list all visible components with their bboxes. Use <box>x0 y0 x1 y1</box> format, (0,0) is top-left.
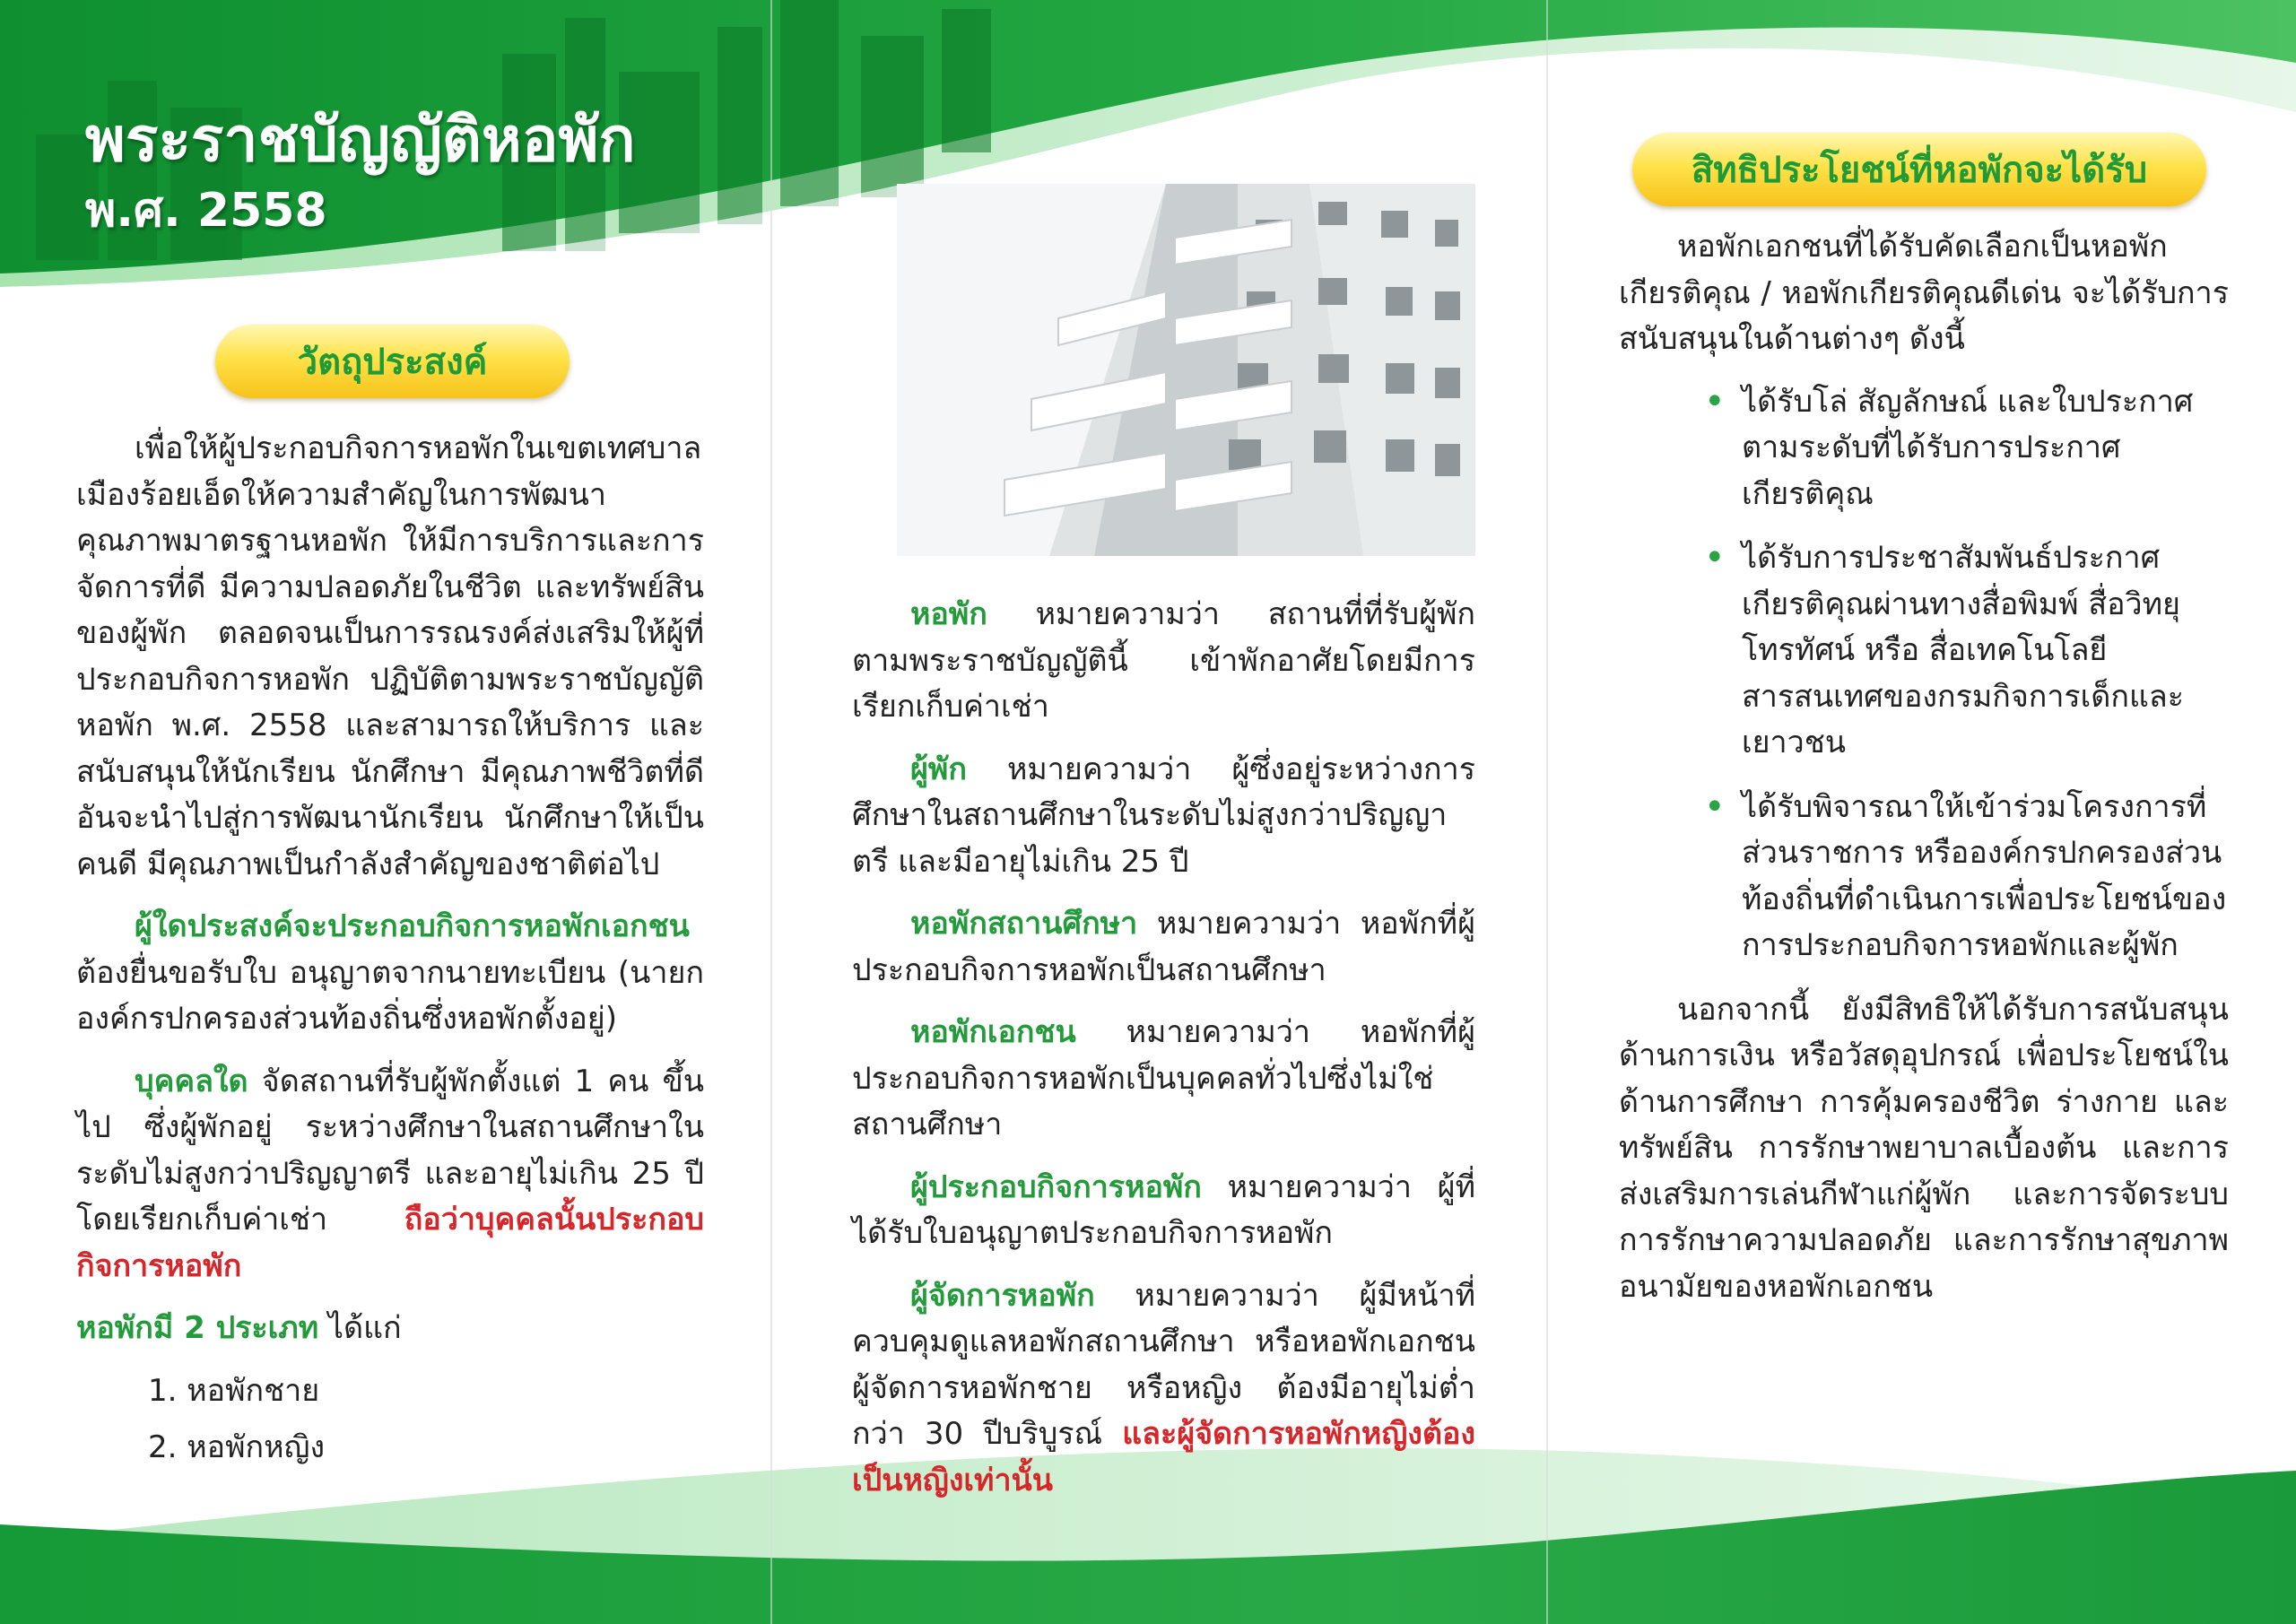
definition-text: หมายความว่า สถานที่ที่รับผู้พักตามพระราชบัญญัตินี้ เข้าพักอาศัยโดยมีการเรียกเก็บค่าเช่า <box>852 596 1475 725</box>
definition-item <box>852 1010 1475 1149</box>
definition-item <box>852 1273 1475 1505</box>
definition-term: ผู้พัก <box>910 751 967 787</box>
definition-term: หอพักสถานศึกษา <box>910 906 1138 942</box>
definition-text: หมายความว่า ผู้มีหน้าที่ควบคุมดูแลหอพักสถานศึกษา หรือหอพักเอกชน ผู้จัดการหอพักชาย หรือหญิง ต้องมีอายุไม่ต่ำกว่า 30 ปีบริบูรณ์ <box>852 1277 1475 1452</box>
building-photo <box>897 184 1475 556</box>
definition-item <box>852 1165 1475 1257</box>
person-paragraph <box>76 1059 704 1290</box>
list-item: 2. หอพักหญิง <box>148 1429 326 1465</box>
definition-term: หอพักเอกชน <box>910 1014 1076 1050</box>
definition-red-text: และผู้จัดการหอพักหญิงต้องเป็นหญิงเท่านั้น <box>852 1416 1475 1498</box>
left-column <box>76 426 704 1482</box>
benefits-intro: หอพักเอกชนที่ได้รับคัดเลือกเป็นหอพักเกียรติคุณ / หอพักเกียรติคุณดีเด่น จะได้รับการสนับสนุนในด้านต่างๆ ดังนี้ <box>1619 229 2229 357</box>
definition-text: หมายความว่า ผู้ซึ่งอยู่ระหว่างการศึกษาในสถานศึกษาในระดับไม่สูงกว่าปริญญาตรี และมีอายุไม่เกิน 25 ปี <box>852 751 1475 880</box>
brochure-title <box>85 106 636 239</box>
types-highlight: หอพักมี 2 ประเภท <box>76 1310 319 1346</box>
definition-text: หมายความว่า หอพักที่ผู้ประกอบกิจการหอพักเป็นบุคคลทั่วไปซึ่งไม่ใช่สถานศึกษา <box>852 1014 1475 1142</box>
benefits-heading-pill <box>1632 133 2206 206</box>
title-line-1: พระราชบัญญัติหอพัก <box>85 105 636 176</box>
person-red-text: ถือว่าบุคคลนั้นประกอบกิจการหอพัก <box>76 1202 704 1284</box>
definition-item <box>852 747 1475 886</box>
definition-term: ผู้ประกอบกิจการหอพัก <box>910 1168 1202 1205</box>
person-text: จัดสถานที่รับผู้พักตั้งแต่ 1 คน ขึ้นไป ซึ่งผู้พักอยู่ ระหว่างศึกษาในสถานศึกษาในระดับไม่สูงกว่าปริญญาตรี และอายุไม่เกิน 25 ปี โดยเรียกเก็บค่าเช่า <box>76 1063 704 1238</box>
right-column <box>1619 224 2229 1326</box>
objective-paragraph: เพื่อให้ผู้ประกอบกิจการหอพักในเขตเทศบาลเมืองร้อยเอ็ดให้ความสำคัญในการพัฒนาคุณภาพมาตรฐานหอพัก ให้มีการบริการและการจัดการที่ดี มีความปลอดภัยในชีวิต และทรัพย์สินของผู้พัก ตลอดจนเป็นการรณรงค์ส่งเสริมให้ผู้ที่ประกอบกิจการหอพัก ปฏิบัติตามพระราชบัญญัติหอพัก พ.ศ. 2558 และสามารถให้บริการ และสนับสนุนให้นักเรียน นักศึกษา มีคุณภาพชีวิตที่ดีอันจะนำไปสู่การพัฒนานักเรียน นักศึกษาให้เป็นคนดี มีคุณภาพเป็นกำลังสำคัญของชาติต่อไป <box>76 430 704 882</box>
list-item: • ได้รับการประชาสัมพันธ์ประกาศเกียรติคุณผ่านทางสื่อพิมพ์ สื่อวิทยุโทรทัศน์ หรือ สื่อเทคโนโลยีสารสนเทศของกรมกิจการเด็กและเยาวชน <box>1704 535 2229 767</box>
person-highlight: บุคคลใด <box>135 1063 248 1099</box>
list-item: 1. หอพักชาย <box>148 1372 320 1409</box>
dorm-types-list <box>148 1368 704 1472</box>
license-text: ต้องยื่นขอรับใบ อนุญาตจากนายทะเบียน (นายกองค์กรปกครองส่วนท้องถิ่นซึ่งหอพักตั้งอยู่) <box>76 954 704 1037</box>
benefits-list <box>1704 379 2229 969</box>
list-item: • ได้รับพิจารณาให้เข้าร่วมโครงการที่ส่วนราชการ หรือองค์กรปกครองส่วนท้องถิ่นที่ดำเนินการเพื่อประโยชน์ของการประกอบกิจการหอพักและผู้พัก <box>1704 785 2229 969</box>
benefits-heading: สิทธิประโยชน์ที่หอพักจะได้รับ <box>1691 150 2148 191</box>
definition-item <box>852 592 1475 731</box>
definition-item <box>852 901 1475 994</box>
objective-heading-pill <box>215 325 570 398</box>
middle-column <box>852 592 1475 1520</box>
definition-text: หมายความว่า หอพักที่ผู้ประกอบกิจการหอพักเป็นสถานศึกษา <box>852 906 1475 988</box>
definition-term: หอพัก <box>910 596 987 632</box>
benefits-closing: นอกจากนี้ ยังมีสิทธิให้ได้รับการสนับสนุนด้านการเงิน หรือวัสดุอุปกรณ์ เพื่อประโยชน์ในด้านการศึกษา การคุ้มครองชีวิต ร่างกาย และทรัพย์สิน การรักษาพยาบาลเบื้องต้น และการส่งเสริมการเล่นกีฬาแก่ผู้พัก และการจัดระบบการรักษาความปลอดภัย และการรักษาสุขภาพอนามัยของหอพักเอกชน <box>1619 991 2229 1305</box>
definition-text: หมายความว่า ผู้ที่ได้รับใบอนุญาตประกอบกิจการหอพัก <box>852 1168 1475 1251</box>
title-line-2: พ.ศ. 2558 <box>85 184 327 239</box>
license-paragraph <box>76 904 704 1043</box>
types-text: ได้แก่ <box>318 1310 402 1346</box>
objective-heading: วัตถุประสงค์ <box>297 342 488 383</box>
list-item: • ได้รับโล่ สัญลักษณ์ และใบประกาศตามระดับที่ได้รับการประกาศเกียรติคุณ <box>1704 379 2229 518</box>
license-highlight: ผู้ใดประสงค์จะประกอบกิจการหอพักเอกชน <box>135 908 690 944</box>
types-paragraph <box>76 1306 704 1352</box>
definition-term: ผู้จัดการหอพัก <box>910 1277 1095 1314</box>
